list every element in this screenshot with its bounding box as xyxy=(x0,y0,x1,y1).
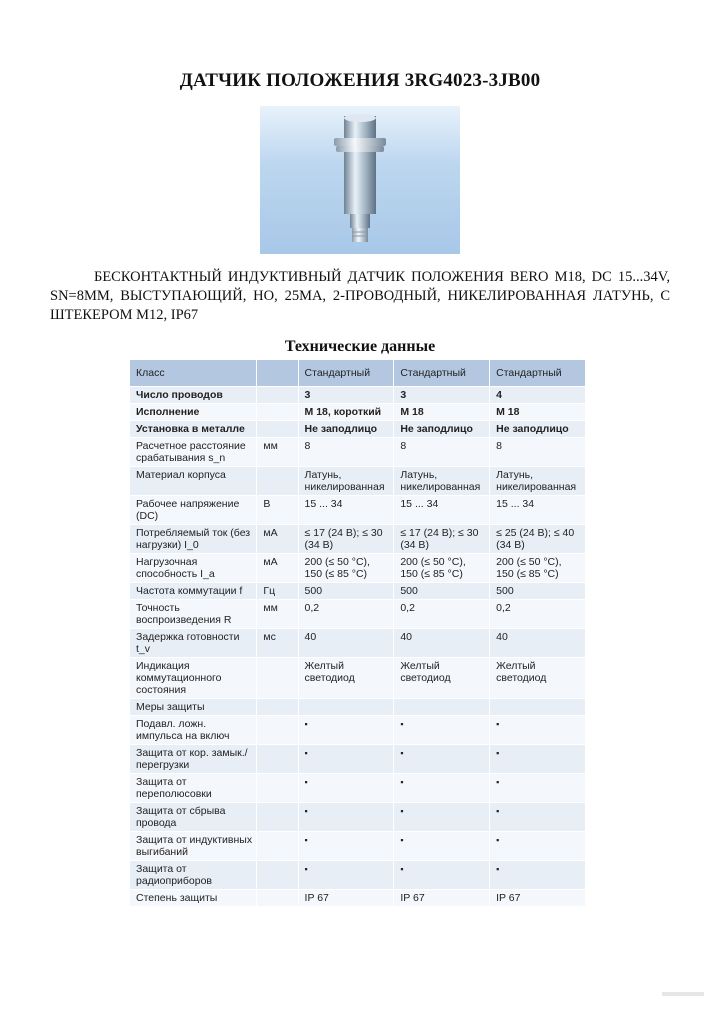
table-row xyxy=(130,467,586,496)
watermark xyxy=(662,992,704,996)
value-cell: IP 67 xyxy=(394,890,490,907)
param-cell: Потребляемый ток (без нагрузки) I_0 xyxy=(130,525,257,554)
value-cell: 3 xyxy=(394,387,490,404)
page-title: ДАТЧИК ПОЛОЖЕНИЯ 3RG4023-3JB00 xyxy=(179,70,541,91)
value-cell: Стандартный xyxy=(490,360,586,387)
table-row xyxy=(130,438,586,467)
value-cell: 8 xyxy=(394,438,490,467)
value-cell: Латунь, никелированная xyxy=(490,467,586,496)
value-cell: Желтый светодиод xyxy=(490,658,586,699)
value-cell: ▪ xyxy=(490,861,586,890)
value-cell: Желтый светодиод xyxy=(298,658,394,699)
table-row xyxy=(130,600,586,629)
value-cell: IP 67 xyxy=(298,890,394,907)
value-cell: ▪ xyxy=(394,716,490,745)
value-cell: ▪ xyxy=(298,774,394,803)
value-cell: 8 xyxy=(490,438,586,467)
unit-cell xyxy=(257,699,298,716)
unit-cell xyxy=(257,387,298,404)
param-cell: Класс xyxy=(130,360,257,387)
table-row xyxy=(130,699,586,716)
table-row xyxy=(130,774,586,803)
value-cell: 0,2 xyxy=(298,600,394,629)
table-row xyxy=(130,421,586,438)
value-cell: ▪ xyxy=(394,832,490,861)
product-photo xyxy=(260,106,460,254)
unit-cell xyxy=(257,774,298,803)
value-cell: M 18, короткий xyxy=(298,404,394,421)
value-cell xyxy=(298,699,394,716)
unit-cell xyxy=(257,716,298,745)
value-cell: Не заподлицо xyxy=(490,421,586,438)
unit-cell xyxy=(257,404,298,421)
value-cell: ▪ xyxy=(490,832,586,861)
unit-cell: Гц xyxy=(257,583,298,600)
value-cell: 4 xyxy=(490,387,586,404)
value-cell: Латунь, никелированная xyxy=(394,467,490,496)
table-row xyxy=(130,554,586,583)
param-cell: Нагрузочная способность I_a xyxy=(130,554,257,583)
value-cell: Не заподлицо xyxy=(298,421,394,438)
param-cell: Число проводов xyxy=(130,387,257,404)
value-cell: 0,2 xyxy=(490,600,586,629)
value-cell: IP 67 xyxy=(490,890,586,907)
spec-table xyxy=(130,360,586,907)
unit-cell xyxy=(257,745,298,774)
unit-cell: мм xyxy=(257,600,298,629)
value-cell: ▪ xyxy=(394,861,490,890)
value-cell: 40 xyxy=(490,629,586,658)
param-cell: Степень защиты xyxy=(130,890,257,907)
unit-cell xyxy=(257,832,298,861)
param-cell: Исполнение xyxy=(130,404,257,421)
table-row xyxy=(130,861,586,890)
table-row xyxy=(130,890,586,907)
value-cell: M 18 xyxy=(490,404,586,421)
table-row xyxy=(130,496,586,525)
table-row xyxy=(130,832,586,861)
table-row xyxy=(130,658,586,699)
param-cell: Меры защиты xyxy=(130,699,257,716)
value-cell: 15 ... 34 xyxy=(490,496,586,525)
table-title: Технические данные xyxy=(284,338,436,355)
value-cell: ≤ 17 (24 В); ≤ 30 (34 В) xyxy=(394,525,490,554)
value-cell: ≤ 17 (24 В); ≤ 30 (34 В) xyxy=(298,525,394,554)
param-cell: Точность воспроизведения R xyxy=(130,600,257,629)
table-row xyxy=(130,716,586,745)
value-cell: 0,2 xyxy=(394,600,490,629)
value-cell: ▪ xyxy=(394,745,490,774)
value-cell: 500 xyxy=(490,583,586,600)
param-cell: Подавл. ложн. импульса на включ xyxy=(130,716,257,745)
value-cell xyxy=(394,699,490,716)
param-cell: Материал корпуса xyxy=(130,467,257,496)
value-cell: ▪ xyxy=(490,803,586,832)
unit-cell xyxy=(257,803,298,832)
table-row xyxy=(130,525,586,554)
value-cell: ▪ xyxy=(394,774,490,803)
value-cell: 500 xyxy=(394,583,490,600)
value-cell: 8 xyxy=(298,438,394,467)
table-row xyxy=(130,629,586,658)
unit-cell xyxy=(257,861,298,890)
value-cell: ▪ xyxy=(490,716,586,745)
value-cell: 15 ... 34 xyxy=(394,496,490,525)
param-cell: Рабочее напряжение (DC) xyxy=(130,496,257,525)
unit-cell xyxy=(257,360,298,387)
unit-cell: мс xyxy=(257,629,298,658)
table-row xyxy=(130,404,586,421)
value-cell: ▪ xyxy=(394,803,490,832)
param-cell: Защита от сбрыва провода xyxy=(130,803,257,832)
value-cell: Стандартный xyxy=(394,360,490,387)
param-cell: Индикация коммутационного состояния xyxy=(130,658,257,699)
sensor-image xyxy=(260,106,460,254)
unit-cell: мм xyxy=(257,438,298,467)
table-header-row xyxy=(130,360,586,387)
value-cell: 3 xyxy=(298,387,394,404)
value-cell: 500 xyxy=(298,583,394,600)
value-cell: 15 ... 34 xyxy=(298,496,394,525)
param-cell: Защита от индуктивных выгибаний xyxy=(130,832,257,861)
unit-cell xyxy=(257,658,298,699)
value-cell: ▪ xyxy=(298,803,394,832)
unit-cell xyxy=(257,421,298,438)
param-cell: Установка в металле xyxy=(130,421,257,438)
table-row xyxy=(130,387,586,404)
table-row xyxy=(130,803,586,832)
value-cell: 200 (≤ 50 °C), 150 (≤ 85 °C) xyxy=(298,554,394,583)
value-cell: Не заподлицо xyxy=(394,421,490,438)
value-cell xyxy=(490,699,586,716)
value-cell: Стандартный xyxy=(298,360,394,387)
value-cell: Желтый светодиод xyxy=(394,658,490,699)
param-cell: Частота коммутации f xyxy=(130,583,257,600)
param-cell: Защита от переполюсовки xyxy=(130,774,257,803)
value-cell: ≤ 25 (24 В); ≤ 40 (34 В) xyxy=(490,525,586,554)
value-cell: ▪ xyxy=(298,861,394,890)
product-description: БЕСКОНТАКТНЫЙ ИНДУКТИВНЫЙ ДАТЧИК ПОЛОЖЕНИЯ BERO M18, DC 15...34V, SN=8MM, ВЫСТУПАЮЩИЙ, НО, 25MA, 2-ПРОВОДНЫЙ, НИКЕЛИРОВАННАЯ ЛАТУНЬ, С ШТЕКЕРОМ M12, IP67 xyxy=(50,269,670,323)
value-cell: 40 xyxy=(298,629,394,658)
value-cell: ▪ xyxy=(490,774,586,803)
value-cell: ▪ xyxy=(298,745,394,774)
value-cell: 200 (≤ 50 °C), 150 (≤ 85 °C) xyxy=(394,554,490,583)
value-cell: ▪ xyxy=(298,716,394,745)
table-row xyxy=(130,583,586,600)
value-cell: 40 xyxy=(394,629,490,658)
param-cell: Расчетное расстояние срабатывания s_n xyxy=(130,438,257,467)
value-cell: ▪ xyxy=(298,832,394,861)
value-cell: 200 (≤ 50 °C), 150 (≤ 85 °C) xyxy=(490,554,586,583)
param-cell: Защита от радиоприборов xyxy=(130,861,257,890)
param-cell: Защита от кор. замык./ перегрузки xyxy=(130,745,257,774)
value-cell: Латунь, никелированная xyxy=(298,467,394,496)
param-cell: Задержка готовности t_v xyxy=(130,629,257,658)
value-cell: ▪ xyxy=(490,745,586,774)
unit-cell: В xyxy=(257,496,298,525)
value-cell: M 18 xyxy=(394,404,490,421)
table-row xyxy=(130,745,586,774)
unit-cell xyxy=(257,467,298,496)
unit-cell: мА xyxy=(257,525,298,554)
unit-cell: мА xyxy=(257,554,298,583)
unit-cell xyxy=(257,890,298,907)
